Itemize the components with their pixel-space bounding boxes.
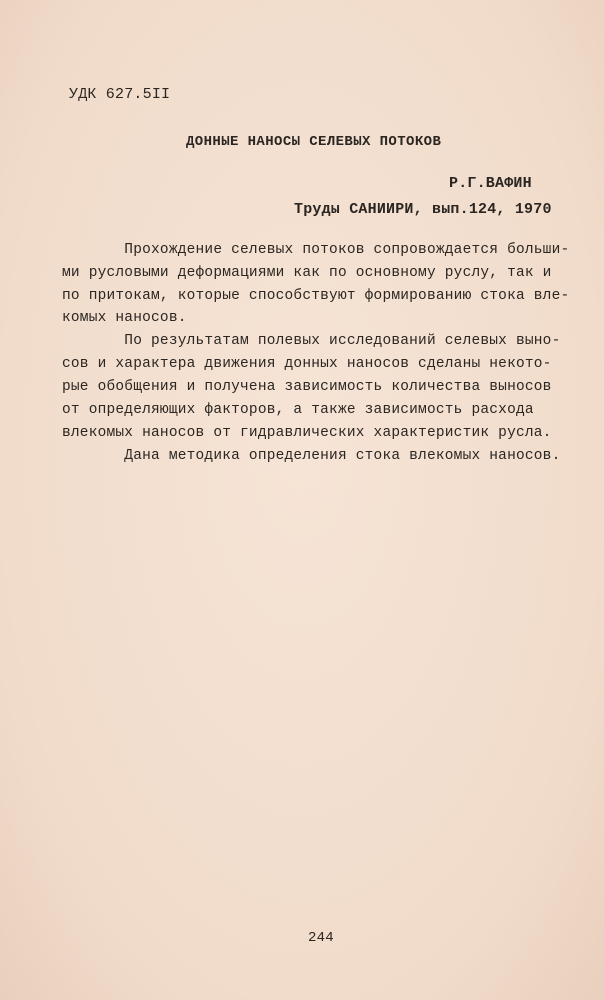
text-line: сов и характера движения донных наносов сделаны некото- [62, 356, 552, 372]
author-name: Р.Г.ВАФИН [449, 175, 532, 192]
text-line: рые обобщения и получена зависимость количества выносов [62, 379, 552, 395]
text-line: ми русловыми деформациями как по основному руслу, так и [62, 265, 552, 281]
text-line: комых наносов. [62, 310, 187, 326]
text-line: Прохождение селевых потоков сопровождается больши- [62, 242, 570, 258]
page-number: 244 [308, 930, 334, 946]
text-line: от определяющих факторов, а также зависимость расхода [62, 402, 534, 418]
text-line: По результатам полевых исследований селевых выно- [62, 333, 561, 349]
article-title: ДОННЫЕ НАНОСЫ СЕЛЕВЫХ ПОТОКОВ [186, 134, 442, 150]
text-line: Дана методика определения стока влекомых наносов. [62, 448, 561, 464]
text-line: по притокам, которые способствуют формированию стока вле- [62, 288, 570, 304]
text-line: влекомых наносов от гидравлических характеристик русла. [62, 425, 552, 441]
source-citation: Труды САНИИРИ, вып.124, 1970 [294, 201, 552, 218]
udk-code: УДК 627.5II [69, 86, 171, 103]
